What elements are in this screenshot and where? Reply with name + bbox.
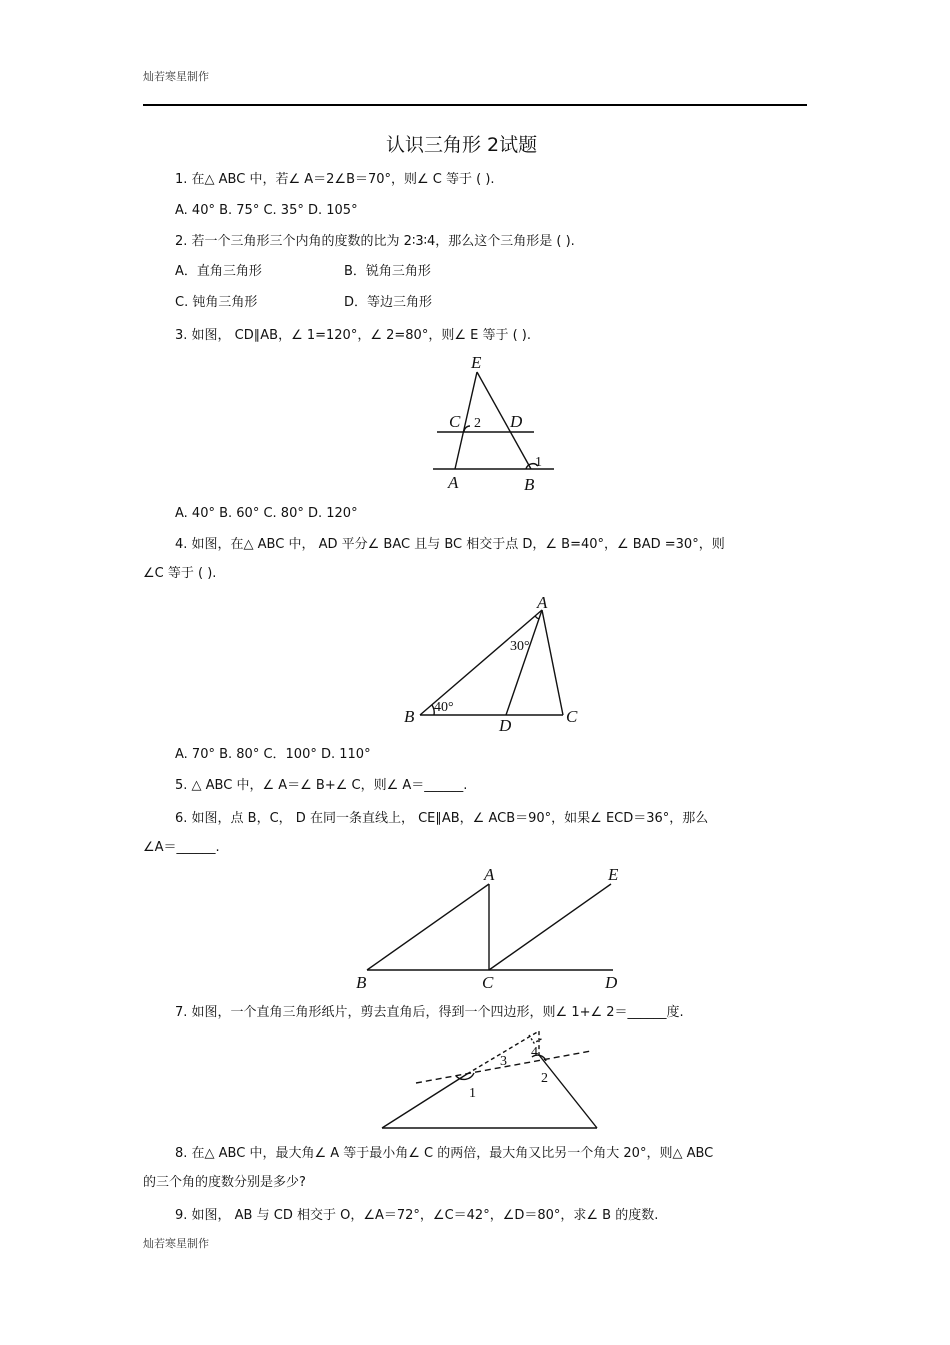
q7-right-angle-mark <box>529 1035 543 1043</box>
q3-label-e: E <box>471 353 482 372</box>
q4-label-b: B <box>404 707 415 726</box>
q6-label-a: A <box>484 865 495 884</box>
q7-angle-1-arc <box>456 1073 474 1079</box>
q4-label-c: C <box>566 707 578 726</box>
q3-label-a: A <box>448 473 459 492</box>
q7-label-angle-3: 3 <box>500 1054 507 1069</box>
q7-label-angle-1: 1 <box>469 1086 476 1101</box>
q6-figure <box>350 862 630 992</box>
q6-label-c: C <box>482 973 494 992</box>
q2-stem: 2. 若一个三角形三个内角的度数的比为 2∶3∶4，那么这个三角形是 ( ). <box>175 234 575 249</box>
q6-label-e: E <box>608 865 619 884</box>
q6-label-d: D <box>605 973 618 992</box>
q2-option-a: A．直角三角形 <box>175 264 262 279</box>
q6-side-ab <box>367 884 489 970</box>
q3-label-d: D <box>510 412 523 431</box>
q2-option-c: C. 钝角三角形 <box>175 295 258 310</box>
q4-label-angle-bad: 30° <box>510 639 530 654</box>
q6-stem-cont: ∠A＝______. <box>143 840 220 855</box>
q6-ray-ce <box>489 884 611 970</box>
q3-figure <box>430 350 560 495</box>
header-rule <box>143 104 807 106</box>
q4-figure <box>400 592 590 737</box>
q6-label-b: B <box>356 973 367 992</box>
q7-label-angle-2: 2 <box>541 1071 548 1086</box>
q3-options: A. 40° B. 60° C. 80° D. 120° <box>175 506 358 521</box>
q8-stem: 8. 在△ ABC 中，最大角∠ A 等于最小角∠ C 的两倍，最大角又比另一个角大 20°，则△ ABC <box>175 1146 714 1161</box>
q7-figure <box>376 1025 602 1131</box>
q1-options: A. 40° B. 75° C. 35° D. 105° <box>175 203 358 218</box>
q8-stem-cont: 的三个角的度数分别是多少? <box>143 1175 306 1190</box>
q4-side-ac <box>542 610 563 715</box>
q4-angle-bad-arc <box>535 616 539 619</box>
q1-stem: 1. 在△ ABC 中，若∠ A＝2∠B＝70°，则∠ C 等于 ( ). <box>175 172 495 187</box>
q7-left-side <box>382 1074 467 1128</box>
q5-stem: 5. △ ABC 中，∠ A＝∠ B+∠ C，则∠ A＝______. <box>175 778 468 793</box>
q3-label-b: B <box>524 475 535 494</box>
q4-label-angle-b: 40° <box>434 700 454 715</box>
q2-option-b: B．锐角三角形 <box>344 264 431 279</box>
q4-stem-cont: ∠C 等于 ( ). <box>143 566 217 581</box>
q3-stem: 3. 如图， CD∥AB，∠ 1=120°，∠ 2=80°，则∠ E 等于 ( ). <box>175 328 531 343</box>
q3-label-angle-1: 1 <box>535 455 542 470</box>
q3-label-angle-2: 2 <box>474 416 481 431</box>
q7-right-side <box>539 1055 597 1128</box>
q4-options: A. 70° B. 80° C．100° D. 110° <box>175 747 371 762</box>
header-watermark: 灿若寒星制作 <box>143 70 209 83</box>
q2-option-d: D．等边三角形 <box>344 295 433 310</box>
footer-watermark: 灿若寒星制作 <box>143 1237 209 1250</box>
q4-stem: 4. 如图，在△ ABC 中， AD 平分∠ BAC 且与 BC 相交于点 D，∠ B=40°，∠ BAD =30°，则 <box>175 537 725 552</box>
page-title: 认识三角形 2试题 <box>386 134 538 156</box>
q3-line-eb <box>477 372 531 469</box>
q9-stem: 9. 如图， AB 与 CD 相交于 O，∠A＝72°，∠C＝42°，∠D＝80°，求∠ B 的度数. <box>175 1208 659 1223</box>
q4-label-a: A <box>537 593 548 612</box>
q3-label-c: C <box>449 412 461 431</box>
q7-label-angle-4: 4 <box>531 1045 538 1060</box>
q6-stem: 6. 如图，点 B，C， D 在同一条直线上， CE∥AB，∠ ACB＝90°，如果∠ ECD＝36°，那么 <box>175 811 709 826</box>
q7-stem: 7. 如图，一个直角三角形纸片，剪去直角后，得到一个四边形，则∠ 1+∠ 2＝______度. <box>175 1005 684 1020</box>
q4-label-d: D <box>499 716 512 735</box>
